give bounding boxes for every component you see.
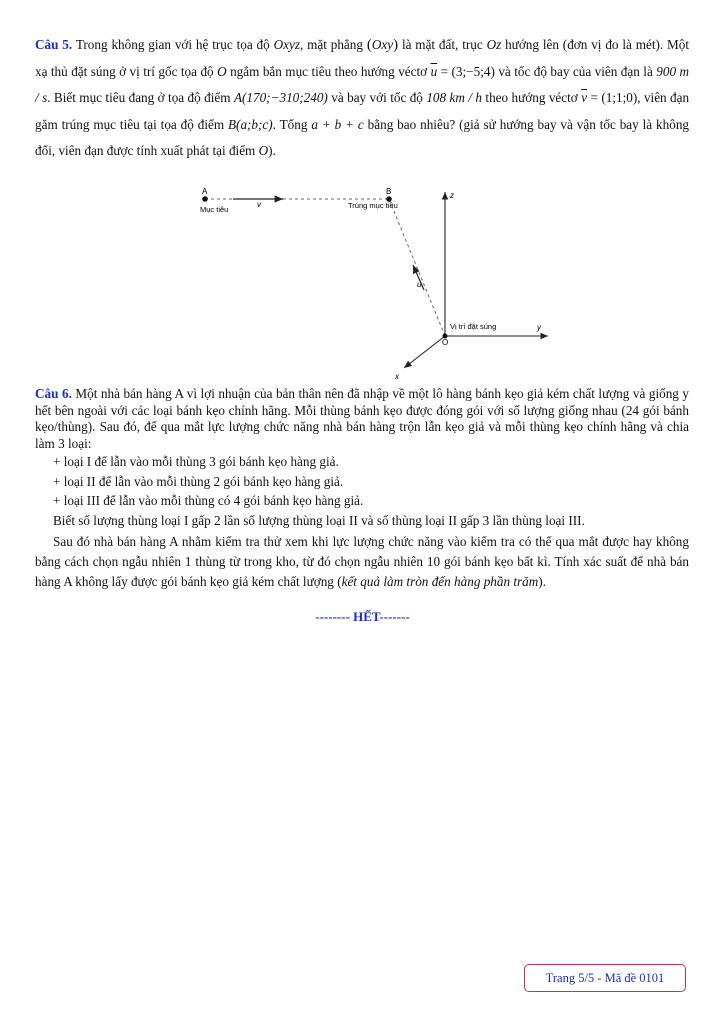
q6-paragraph-3: [35, 532, 689, 592]
q6-item-2: + loại II để lẫn vào mỗi thùng 2 gói bánh kẹo hàng giả.: [53, 473, 344, 489]
q5-text-5: ngắm bắn mục tiêu theo hướng véctơ: [230, 63, 428, 79]
q5-text-11: . Tổng: [272, 116, 308, 132]
question-5: Câu 5. Trong không gian với hệ trục tọa độ Oxyz, mặt phẳng (Oxy) là mặt đất, trục Oz hướng lên (đơn vị đo là mét). Một xạ thủ đặt súng ở vị trí gốc tọa độ O ngắm bắn mục tiêu theo hướng véctơ $\overline{u}$ = (3;−5;4) và tốc độ bay của viên đạn là 900 m / s. Biết mục tiêu đang ở tọa độ điểm A(170;−310;240) và bay với tốc độ 108 km / h theo hướng véctơ $\overline{v}$ = (1;1;0), viên đạn găm trúng mục tiêu tại tọa độ điểm B(a;b;c). Tổng a + b + c bằng bao nhiêu? (giả sử hướng bay và vận tốc bay là không đổi, viên đạn được tính xuất phát tại điểm O).: [35, 37, 690, 158]
question-5-label: Câu 5.: [35, 37, 73, 52]
question-6-label: Câu 6.: [35, 386, 72, 401]
end-marker: -------- HẾT-------: [315, 609, 410, 624]
q5-text-7: . Biết mục tiêu đang ở tọa độ điểm: [47, 90, 231, 105]
q5-text-2: , mặt phẳng: [299, 37, 363, 52]
q5-oz: Oz: [486, 37, 502, 52]
q5-oxy: Oxy: [371, 37, 394, 52]
q6-paragraph-2: Biết số lượng thùng loại I gấp 2 lần số lượng thùng loại II và số thùng loại II gấp 3 lần thùng loại III.: [53, 512, 585, 528]
q5-text-4: hướng lên (đơn vị đo là mét). Một xạ thủ đặt súng ở vị trí gốc tọa độ: [35, 37, 690, 79]
caption-a: Mục tiêu: [200, 205, 229, 214]
label-x: x: [395, 372, 399, 381]
point-a: [202, 196, 208, 202]
q5-sum: a + b + c: [311, 116, 364, 132]
q5-vector-u-value: (3;−5;4): [451, 63, 495, 79]
q5-speed-bullet: 900 m / s: [35, 63, 690, 105]
q6-rounding-note: kết quả làm tròn đến hàng phần trăm: [341, 574, 539, 589]
q6-item-1: + loại I để lẫn vào mỗi thùng 3 gói bánh kẹo hàng giả.: [53, 454, 339, 469]
q6-paragraph-3-text: Sau đó nhà bán hàng A nhằm kiểm tra thử xem khi lực lượng chức năng vào kiểm tra có thể qua mắt được hay không bằng cách chọn ngẫu nhiên 1 thùng từ trong kho, từ đó chọn ngẫu nhiên 10 gói bánh kẹo bất kì. Tính xác suất để nhà bán hàng A không lấy được gói bánh kẹo giả kém chất lượng (: [35, 534, 689, 589]
page-footer: Trang 5/5 - Mã đề 0101: [524, 964, 686, 992]
x-axis: [404, 336, 445, 368]
q5-text-13: ).: [268, 143, 276, 158]
q5-text-3: là mặt đất, trục: [401, 37, 483, 52]
label-u: u: [417, 280, 422, 289]
q5-text-6: và tốc độ bay của viên đạn là: [498, 63, 653, 79]
q5-point-a: A(170;−310;240): [233, 90, 328, 105]
label-o: O: [442, 338, 449, 347]
q6-item-3: + loại III để lẫn vào mỗi thùng có 4 gói bánh kẹo hàng giả.: [53, 493, 364, 508]
q5-text-12: bằng bao nhiêu? (giả sử hướng bay và vận tốc bay là không đổi, viên đạn được tính xuất phát tại điểm: [35, 116, 690, 158]
q5-text-10: , viên đạn găm trúng mục tiêu tại tọa độ điểm: [35, 90, 690, 132]
q6-intro: Một nhà bán hàng A vì lợi nhuận của bản thân nên đã nhập về một lô hàng bánh kẹo giả kém chất lượng và giống y hết bên ngoài với các loại bánh kẹo chính hãng. Mỗi thùng bánh kẹo được đóng gói với số lượng giống nhau (24 gói bánh kẹo/thùng). Sau đó, để qua mắt lực lượng chức năng nhà bán hàng trộn lẫn kẹo giả và mỗi thùng kẹo chính hãng và chia làm 3 loại:: [35, 386, 690, 451]
bullet-path: [389, 199, 445, 336]
q5-text-8: và bay với tốc độ: [331, 90, 423, 105]
label-z: z: [450, 191, 454, 200]
q5-speed-target: 108 km / h: [426, 90, 482, 105]
q5-vector-u: $\overline{u}$: [430, 63, 438, 79]
q5-text-9: theo hướng véctơ: [485, 90, 578, 105]
caption-o: Vị trí đặt súng: [450, 322, 497, 331]
label-y: y: [537, 323, 541, 332]
label-v: v: [257, 200, 261, 209]
label-a: A: [202, 187, 208, 196]
q5-point-b: B(a;b;c): [228, 116, 273, 132]
q6-paragraph-3-end: ).: [538, 574, 546, 589]
q5-origin-2: O: [258, 143, 269, 158]
q5-vector-v: $\overline{v}$: [581, 90, 588, 105]
label-b: B: [386, 187, 392, 196]
question-6: [35, 386, 689, 592]
q5-origin: O: [217, 63, 227, 79]
q5-text-1: Trong không gian với hệ trục tọa độ: [75, 37, 270, 52]
caption-b: Trúng mục tiêu: [348, 201, 398, 210]
q5-vector-v-value: (1;1;0): [601, 90, 638, 105]
q5-oxyz: Oxyz: [273, 37, 300, 52]
